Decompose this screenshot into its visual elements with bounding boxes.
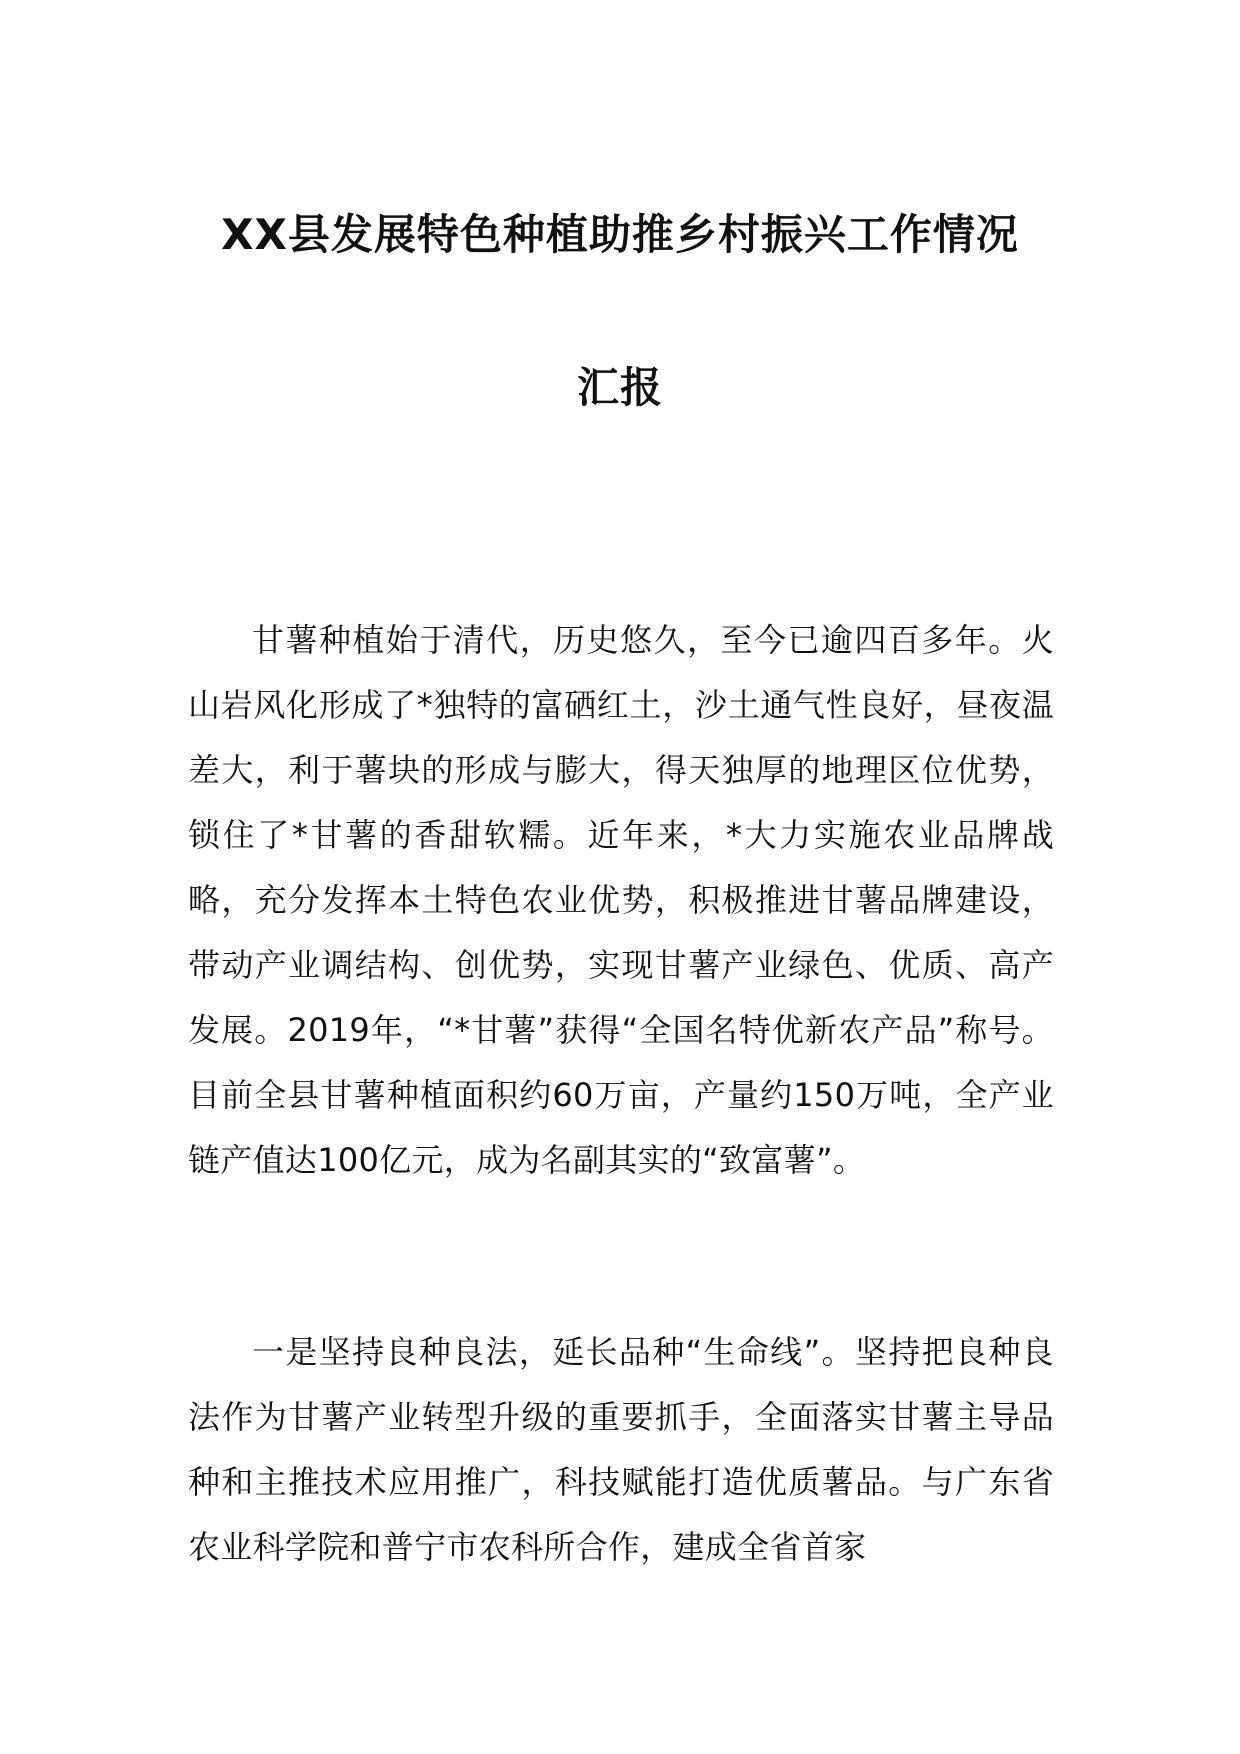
paragraph-point-one: 一是坚持良种良法，延长品种“生命线”。坚持把良种良法作为甘薯产业转型升级的重要抓手，全面落实甘薯主导品种和主推技术应用推广，科技赋能打造优质薯品。与广东省农业科学院和普宁市农科所合作，建成全省首家	[188, 1333, 1054, 1566]
paragraph-intro: 甘薯种植始于清代，历史悠久，至今已逾四百多年。火山岩风化形成了*独特的富硒红土，沙土通气性良好，昼夜温差大，利于薯块的形成与膨大，得天独厚的地理区位优势，锁住了*甘薯的香甜软糯。近年来，*大力实施农业品牌战略，充分发挥本土特色农业优势，积极推进甘薯品牌建设，带动产业调结构、创优势，实现甘薯产业绿色、优质、高产发展。2019年，“*甘薯”获得“全国名特优新农产品”称号。目前全县甘薯种植面积约60万亩，产量约150万吨，全产业链产值达100亿元，成为名副其实的“致富薯”。	[188, 621, 1054, 1179]
document-title-line-1: XX县发展特色种植助推乡村振兴工作情况	[221, 210, 1019, 259]
document-title-line-2: 汇报	[576, 363, 663, 412]
